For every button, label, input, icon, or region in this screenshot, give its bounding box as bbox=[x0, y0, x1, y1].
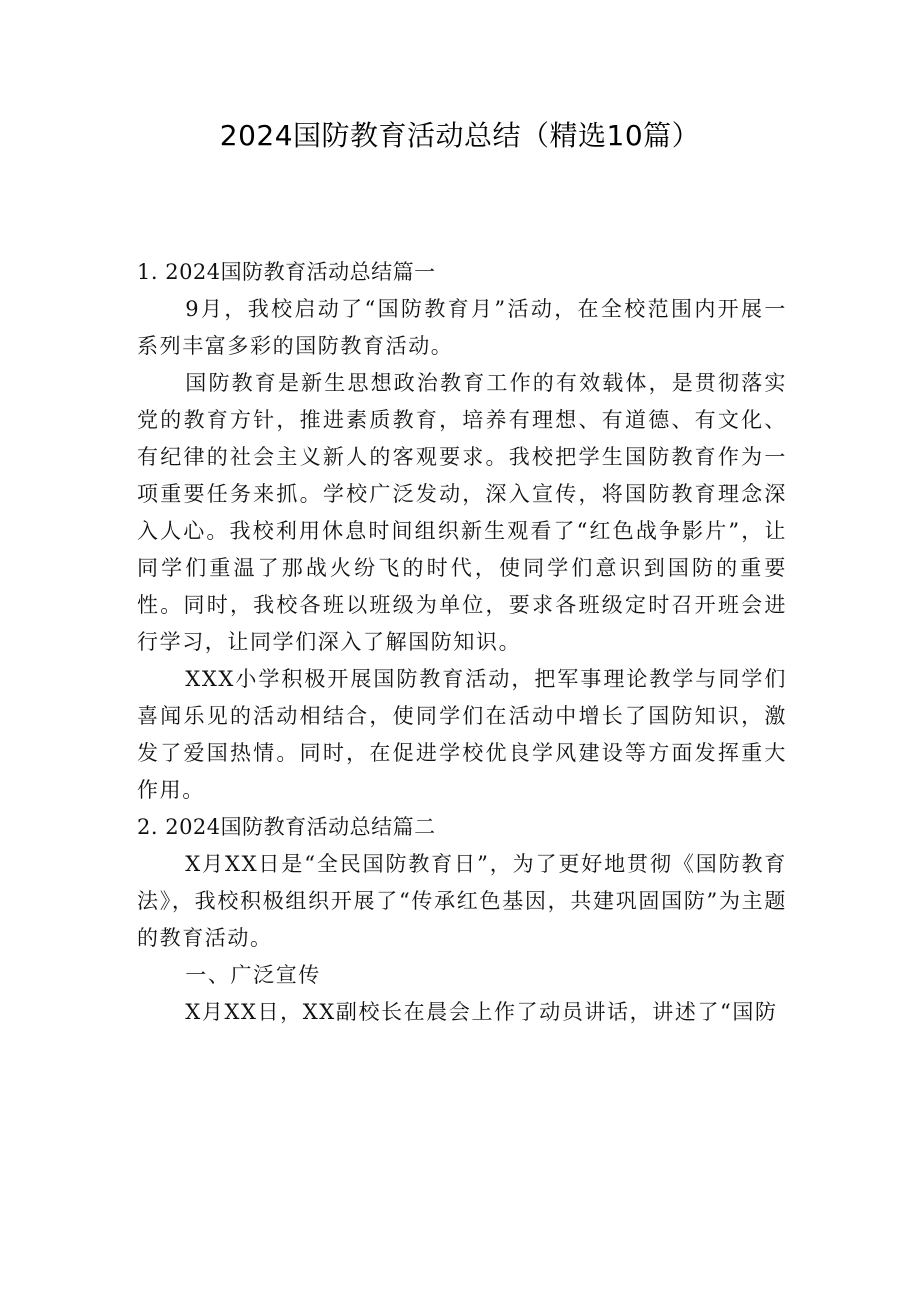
paragraph: 9月，我校启动了“国防教育月”活动，在全校范围内开展一系列丰富多彩的国防教育活动。 bbox=[137, 297, 787, 358]
paragraph: 国防教育是新生思想政治教育工作的有效载体，是贯彻落实党的教育方针，推进素质教育，培养有理想、有道德、有文化、有纪律的社会主义新人的客观要求。我校把学生国防教育作为一项重要任务来抓。学校广泛发动，深入宣传，将国防教育理念深入人心。我校利用休息时间组织新生观看了“红色战争影片”，让同学们重温了那战火纷飞的时代，使同学们意识到国防的重要性。同时，我校各班以班级为单位，要求各班级定时召开班会进行学习，让同学们深入了解国防知识。 bbox=[137, 371, 787, 654]
sub-heading: 一、广泛宣传 bbox=[185, 963, 321, 987]
paragraph: XXX小学积极开展国防教育活动，把军事理论教学与同学们喜闻乐见的活动相结合，使同学们在活动中增长了国防知识，激发了爱国热情。同时，在促进学校优良学风建设等方面发挥重大作用。 bbox=[137, 667, 787, 802]
section-heading-1: 1. 2024国防教育活动总结篇一 bbox=[137, 260, 436, 284]
paragraph: X月XX日是“全民国防教育日”，为了更好地贯彻《国防教育法》，我校积极组织开展了“传承红色基因，共建巩固国防”为主题的教育活动。 bbox=[137, 852, 787, 950]
document-body bbox=[137, 254, 787, 1031]
paragraph: X月XX日，XX副校长在晨会上作了动员讲话，讲述了“国防 bbox=[185, 1000, 778, 1024]
document-title: 2024国防教育活动总结（精选10篇） bbox=[219, 119, 701, 152]
section-heading-2: 2. 2024国防教育活动总结篇二 bbox=[137, 815, 436, 839]
